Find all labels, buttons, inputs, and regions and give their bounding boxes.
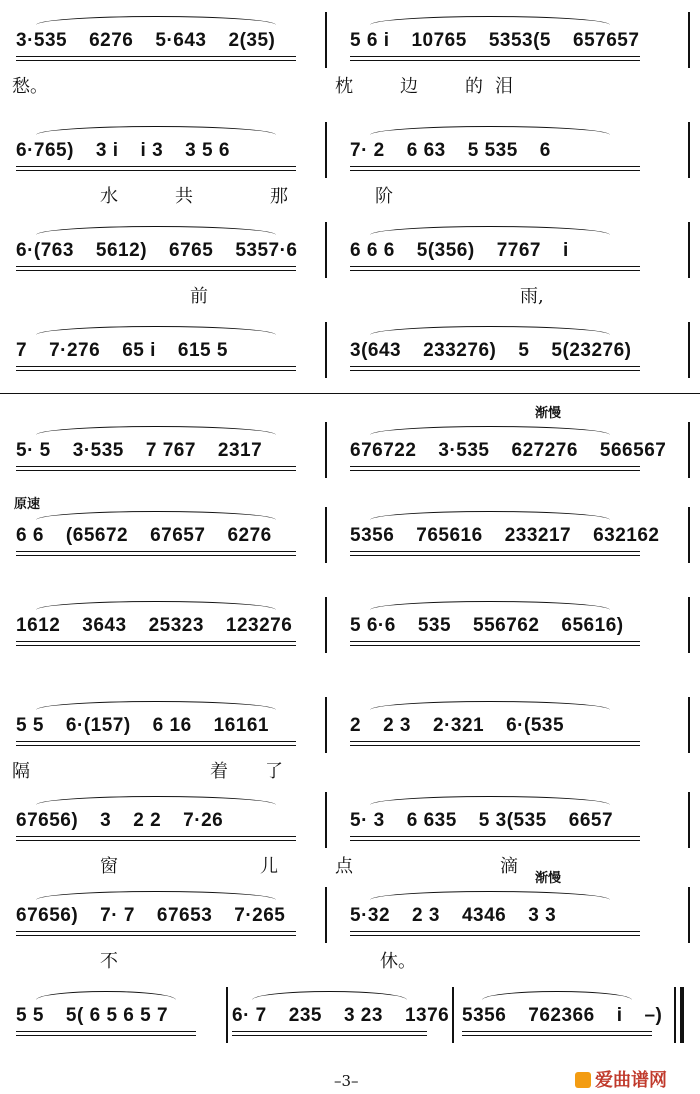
note-group: 7· 7 [100,905,135,926]
beam-line [16,270,296,271]
barline [680,987,684,1043]
note-group: 1612 [16,615,61,636]
note-group: 2317 [217,440,263,461]
lyric-char: 前 [190,286,208,307]
note-group: 5 5 [16,715,44,736]
note-group: 2·321 [433,715,485,736]
note-group: 233217 [504,525,572,546]
measure [462,1005,684,1027]
site-watermark [575,1066,667,1092]
tempo-marking: 原速 [14,497,41,512]
beam-line [16,470,296,471]
beam-line [350,170,640,171]
beam-line [462,1035,652,1036]
slur-arc [36,601,276,610]
measure [350,905,578,927]
measure [350,715,586,737]
beam-line [16,741,296,742]
note-group: 2 [350,715,362,736]
beam-line [16,931,296,932]
note-group: 566567 [599,440,667,461]
beam-line [16,555,296,556]
measure [350,525,682,547]
barline [325,222,327,278]
beam-line [350,266,640,267]
note-group: 65 i [122,340,156,361]
note-group: 5 6 i [350,30,390,51]
note-group: 6 6 [16,525,44,546]
note-group: 657657 [573,30,640,51]
beam-line [16,466,296,467]
slur-arc [36,326,276,335]
slur-arc [482,991,632,1000]
note-group: 6 [539,140,551,161]
note-group: 7767 [496,240,541,261]
note-group: 6· 7 [232,1005,267,1026]
lyric-char: 那 [270,186,288,207]
measure [16,905,307,927]
barline [226,987,228,1043]
note-group: 5(356) [416,240,475,261]
note-group: –) [644,1005,663,1026]
note-group: 3643 [82,615,127,636]
note-group: 235 [288,1005,322,1026]
barline [688,422,690,478]
slur-arc [370,326,610,335]
note-group: i 3 [140,140,164,161]
note-group: 5 5 [16,1005,44,1026]
slur-arc [36,991,176,1000]
note-group: 6·(535 [506,715,565,736]
beam-line [350,641,640,642]
beam-line [16,551,296,552]
beam-line [16,170,296,171]
tempo-marking: 渐慢 [535,871,562,886]
system-divider [0,393,700,394]
note-group: 7 [16,340,28,361]
lyric-char: 共 [175,186,193,207]
note-group: 5 3(535 [478,810,547,831]
note-group: 5356 [462,1005,507,1026]
slur-arc [370,796,610,805]
note-group: 627276 [511,440,578,461]
measure [16,810,245,832]
measure [16,525,294,547]
beam-line [16,166,296,167]
beam-line [350,935,640,936]
measure [16,340,250,362]
barline [325,792,327,848]
beam-line [16,366,296,367]
note-group: 6 16 [152,715,192,736]
note-group: 67653 [156,905,213,926]
measure [16,1005,190,1027]
barline [688,597,690,653]
barline [688,507,690,563]
note-group: 556762 [473,615,540,636]
barline [688,12,690,68]
note-group: 1376 [404,1005,450,1026]
measure [350,615,646,637]
note-group: 7·276 [49,340,101,361]
note-group: i [616,1005,623,1026]
note-group: 5 [518,340,530,361]
slur-arc [370,511,610,520]
beam-line [16,840,296,841]
lyric-char: 水 [100,186,118,207]
note-group: 10765 [411,30,467,51]
beam-line [16,836,296,837]
note-group: 3·535 [16,30,68,51]
lyric-char: 阶 [375,186,393,207]
measure [350,340,653,362]
beam-line [350,60,640,61]
note-group: 6·765) [16,140,74,161]
beam-line [350,56,640,57]
beam-line [16,56,296,57]
barline [452,987,454,1043]
lyric-char: 愁。 [12,76,48,97]
beam-line [350,840,640,841]
lyric-char: 泪 [495,76,513,97]
lyric-char: 的 [465,76,483,97]
note-group: 765616 [416,525,483,546]
beam-line [232,1031,427,1032]
note-group: 123276 [225,615,293,636]
measure [16,30,297,52]
note-group: 3 5 6 [185,140,230,161]
slur-arc [370,891,610,900]
note-group: 7·26 [183,810,224,831]
beam-line [16,745,296,746]
note-group: 615 5 [177,340,228,361]
measure [16,140,252,162]
beam-line [350,645,640,646]
note-group: 5612) [95,240,148,261]
measure [350,240,591,262]
beam-line [350,555,640,556]
barline [325,422,327,478]
lyric-char: 了 [265,761,283,782]
note-group: 67656) [16,810,79,831]
slur-arc [36,511,276,520]
note-group: 5356 [350,525,395,546]
slur-arc [36,16,276,25]
lyric-char: 滴 [500,856,518,877]
note-group: 67656) [16,905,79,926]
barline [674,987,676,1043]
measure [350,140,573,162]
beam-line [16,935,296,936]
lyric-char: 儿 [260,856,278,877]
slur-arc [370,16,610,25]
note-group: 3 i [95,140,119,161]
logo-icon [575,1072,591,1088]
slur-arc [370,426,610,435]
lyric-char: 休。 [380,951,416,972]
note-group: 233276) [423,340,497,361]
note-group: 3 23 [343,1005,383,1026]
note-group: 67657 [150,525,206,546]
beam-line [350,741,640,742]
note-group: 6·(763 [16,240,74,261]
measure [232,1005,471,1027]
slur-arc [370,701,610,710]
lyric-char: 窗 [100,856,118,877]
watermark-text: 爱曲谱网 [595,1070,667,1091]
beam-line [350,270,640,271]
note-group: 3 3 [528,905,557,926]
note-group: (65672 [65,525,129,546]
slur-arc [370,601,610,610]
beam-line [350,370,640,371]
lyric-char: 雨, [520,286,544,307]
note-group: 676722 [350,440,417,461]
measure [16,715,291,737]
note-group: 7 767 [145,440,196,461]
beam-line [350,466,640,467]
barline [325,597,327,653]
note-group: 65616) [561,615,624,636]
slur-arc [36,701,276,710]
measure [16,440,284,462]
slur-arc [36,891,276,900]
note-group: 5· 5 [16,440,51,461]
barline [688,222,690,278]
note-group: 5(23276) [551,340,632,361]
beam-line [350,931,640,932]
slur-arc [370,126,610,135]
slur-arc [36,796,276,805]
note-group: 6657 [568,810,614,831]
barline [325,697,327,753]
barline [325,322,327,378]
slur-arc [36,226,276,235]
beam-line [16,60,296,61]
lyric-char: 不 [100,951,118,972]
note-group: 4346 [461,905,507,926]
barline [688,122,690,178]
slur-arc [252,991,407,1000]
beam-line [350,836,640,837]
lyric-char: 隔 [12,761,30,782]
measure [350,440,688,462]
note-group: 2 3 [383,715,411,736]
note-group: 25323 [148,615,204,636]
note-group: 5·643 [155,30,207,51]
barline [688,887,690,943]
lyric-char: 着 [210,761,228,782]
note-group: 6765 [169,240,214,261]
note-group: 3·535 [72,440,124,461]
slur-arc [36,126,276,135]
note-group: 6 635 [406,810,457,831]
note-group: 2 3 [412,905,440,926]
lyric-char: 枕 [335,76,353,97]
note-group: 7· 2 [350,140,385,161]
note-group: 6276 [89,30,134,51]
note-group: 2(35) [228,30,276,51]
measure [350,30,661,52]
note-group: 6 63 [406,140,446,161]
note-group: 5 6·6 [350,615,396,636]
note-group: 5 535 [467,140,518,161]
beam-line [16,266,296,267]
measure [350,810,635,832]
note-group: 3 [100,810,112,831]
note-group: 5357·6 [235,240,298,261]
beam-line [350,470,640,471]
note-group: 5353(5 [488,30,551,51]
note-group: 6 6 6 [350,240,395,261]
note-group: 6276 [227,525,272,546]
beam-line [350,366,640,367]
note-group: 3·535 [438,440,490,461]
note-group: 5·32 [350,905,391,926]
barline [325,507,327,563]
barline [688,697,690,753]
tempo-marking: 渐慢 [535,406,562,421]
barline [325,887,327,943]
barline [325,122,327,178]
lyric-char: 边 [400,76,418,97]
beam-line [16,370,296,371]
note-group: 7·265 [234,905,286,926]
beam-line [350,166,640,167]
beam-line [16,1031,196,1032]
lyric-char: 点 [335,856,353,877]
slur-arc [36,426,276,435]
note-group: 535 [417,615,452,636]
note-group: 3(643 [350,340,402,361]
note-group: 6·(157) [65,715,131,736]
measure [16,615,314,637]
slur-arc [370,226,610,235]
beam-line [350,745,640,746]
note-group: i [562,240,569,261]
barline [688,792,690,848]
barline [325,12,327,68]
beam-line [232,1035,427,1036]
beam-line [462,1031,652,1032]
page-number: –3– [334,1072,359,1090]
note-group: 632162 [593,525,660,546]
barline [688,322,690,378]
note-group: 762366 [528,1005,595,1026]
note-group: 5( 6 5 6 5 7 [65,1005,169,1026]
beam-line [16,1035,196,1036]
note-group: 5· 3 [350,810,385,831]
beam-line [16,645,296,646]
beam-line [16,641,296,642]
measure [16,240,319,262]
note-group: 2 2 [133,810,162,831]
beam-line [350,551,640,552]
note-group: 16161 [213,715,269,736]
